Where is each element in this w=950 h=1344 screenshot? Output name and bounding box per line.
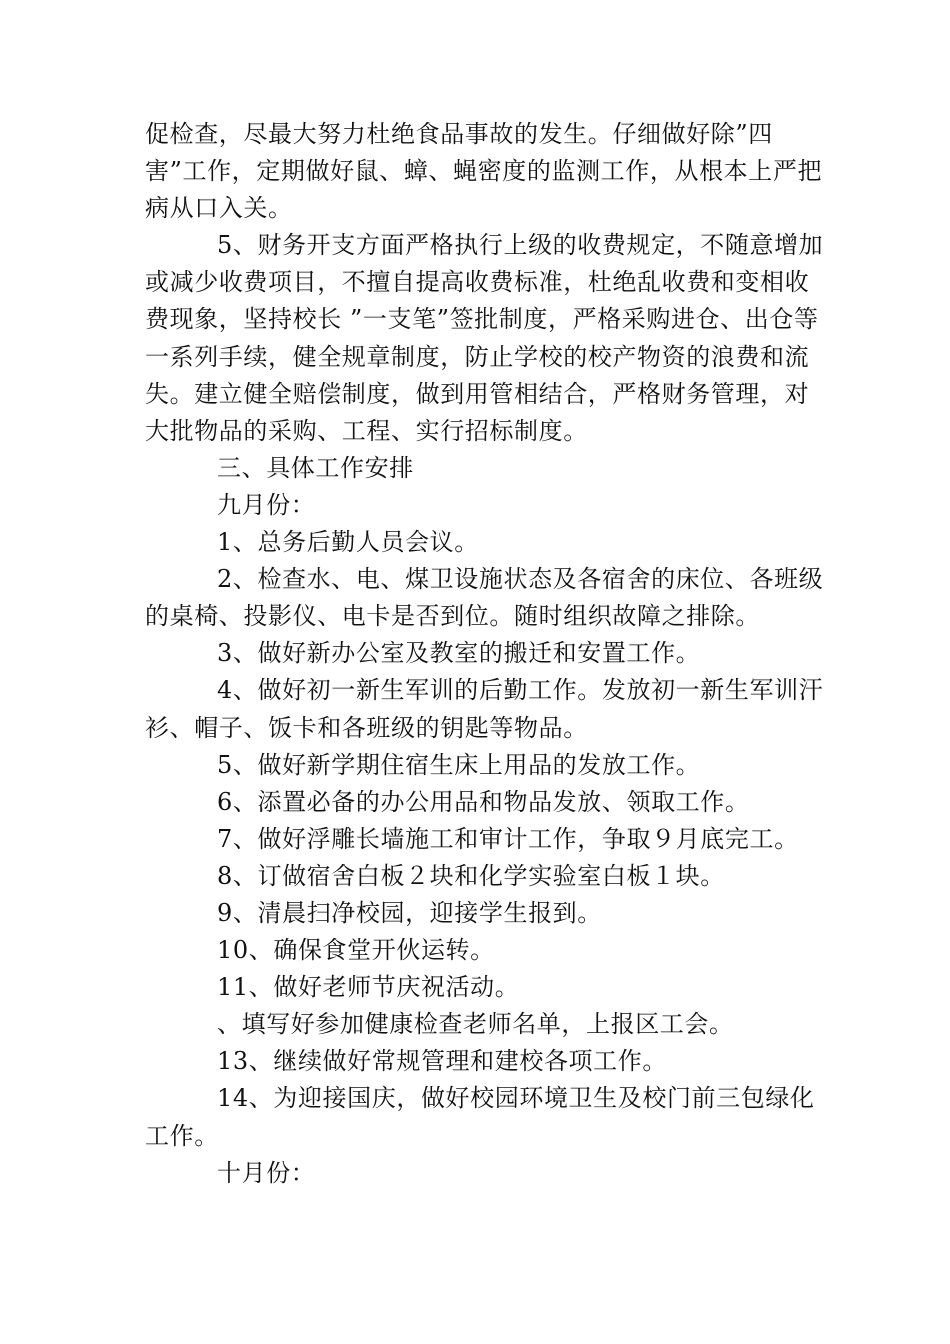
text-line: 5、财务开支方面严格执行上级的收费规定，不随意增加 xyxy=(217,231,824,260)
list-item: 4、做好初一新生军训的后勤工作。发放初一新生军训汗 xyxy=(217,676,824,705)
text-line: 工作。 xyxy=(145,1121,219,1150)
text-line: 失。建立健全赔偿制度，做到用管相结合，严格财务管理，对 xyxy=(145,379,810,408)
text-line: 衫、帽子、饭卡和各班级的钥匙等物品。 xyxy=(145,713,588,742)
text-line: 的桌椅、投影仪、电卡是否到位。随时组织故障之排除。 xyxy=(145,602,760,631)
list-item: 6、添置必备的办公用品和物品发放、领取工作。 xyxy=(217,787,750,816)
list-item: 5、做好新学期住宿生床上用品的发放工作。 xyxy=(217,750,701,779)
list-item: 14、为迎接国庆，做好校园环境卫生及校门前三包绿化 xyxy=(217,1084,815,1113)
text-line: 费现象，坚持校长 ”一支笔”签批制度，严格采购进仓、出仓等 xyxy=(145,305,819,334)
text-line: 促检查，尽最大努力杜绝食品事故的发生。仔细做好除”四 xyxy=(145,120,773,148)
text-line: 病从口入关。 xyxy=(145,194,293,223)
list-item: 10、确保食堂开伙运转。 xyxy=(217,936,495,965)
text-line: 大批物品的采购、工程、实行招标制度。 xyxy=(145,416,588,445)
list-item: 7、做好浮雕长墙施工和审计工作，争取９月底完工。 xyxy=(217,824,799,853)
list-item: 13、继续做好常规管理和建校各项工作。 xyxy=(217,1047,667,1076)
list-item: 1、总务后勤人员会议。 xyxy=(217,528,479,557)
month-heading: 九月份： xyxy=(217,490,316,519)
text-line: 或减少收费项目，不擅自提高收费标准，杜绝乱收费和变相收 xyxy=(145,268,810,297)
document-body xyxy=(145,116,824,1192)
list-item: 3、做好新办公室及教室的搬迁和安置工作。 xyxy=(217,639,701,668)
list-item: 9、清晨扫净校园，迎接学生报到。 xyxy=(217,898,602,927)
text-line: 一系列手续，健全规章制度，防止学校的校产物资的浪费和流 xyxy=(145,342,810,371)
list-item: 11、做好老师节庆祝活动。 xyxy=(217,973,520,1002)
list-item: 、填写好参加健康检查老师名单，上报区工会。 xyxy=(217,1010,734,1039)
list-item: 2、检查水、电、煤卫设施状态及各宿舍的床位、各班级 xyxy=(217,565,824,594)
section-heading: 三、具体工作安排 xyxy=(217,453,414,482)
text-line: 害”工作，定期做好鼠、蟑、蝇密度的监测工作，从根本上严把 xyxy=(145,157,823,186)
month-heading: 十月份： xyxy=(217,1158,316,1187)
list-item: 8、订做宿舍白板２块和化学实验室白板１块。 xyxy=(217,861,725,890)
